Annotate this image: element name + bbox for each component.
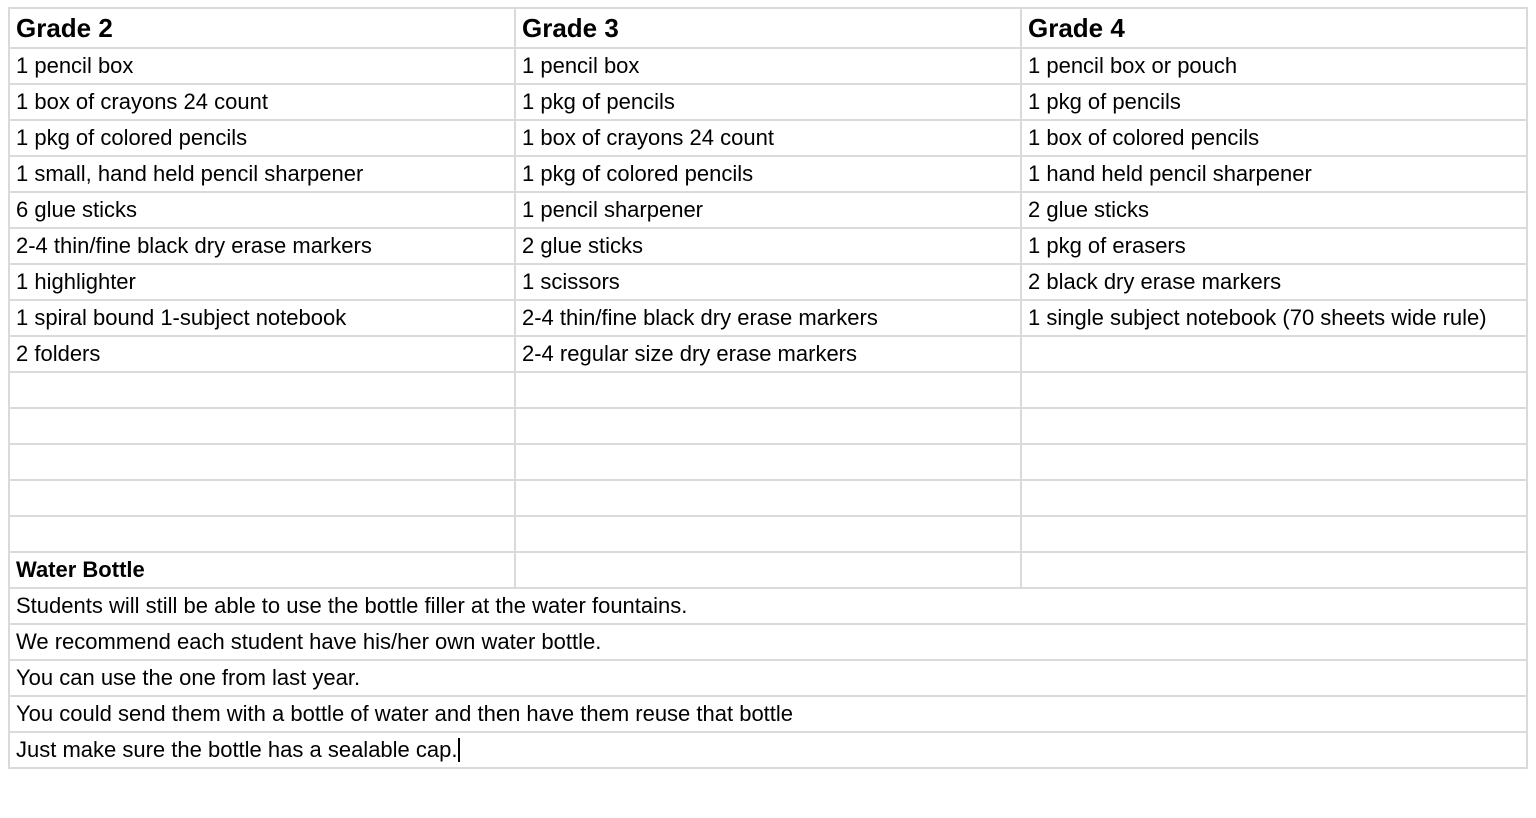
table-row bbox=[9, 336, 1527, 372]
water-bottle-line-row bbox=[9, 732, 1527, 768]
water-bottle-line[interactable] bbox=[9, 588, 1527, 624]
cell-grade-2[interactable]: 2 folders bbox=[9, 336, 515, 372]
cell-grade-2[interactable]: 1 pkg of colored pencils bbox=[9, 120, 515, 156]
water-bottle-line[interactable] bbox=[9, 732, 1527, 768]
table-body bbox=[9, 8, 1527, 768]
cell-grade-4[interactable]: 1 pencil box or pouch bbox=[1021, 48, 1527, 84]
cell-grade-2[interactable] bbox=[9, 516, 515, 552]
cell-grade-3[interactable]: 1 scissors bbox=[515, 264, 1021, 300]
cell-grade-4[interactable] bbox=[1021, 372, 1527, 408]
cell-grade-2[interactable]: 1 pencil box bbox=[9, 48, 515, 84]
table-row bbox=[9, 300, 1527, 336]
water-bottle-title-row bbox=[9, 552, 1527, 588]
cell-grade-3[interactable] bbox=[515, 372, 1021, 408]
cell-grade-4[interactable] bbox=[1021, 444, 1527, 480]
cell-grade-2[interactable] bbox=[9, 408, 515, 444]
cell-grade-4[interactable] bbox=[1021, 408, 1527, 444]
table-row bbox=[9, 516, 1527, 552]
cell-grade-2[interactable]: 1 highlighter bbox=[9, 264, 515, 300]
text-cursor bbox=[458, 738, 460, 762]
cell-grade-3[interactable]: 2-4 regular size dry erase markers bbox=[515, 336, 1021, 372]
cell-grade-2[interactable] bbox=[9, 444, 515, 480]
table-row bbox=[9, 228, 1527, 264]
table-row bbox=[9, 408, 1527, 444]
cell-grade-4[interactable] bbox=[1021, 480, 1527, 516]
cell-grade-2[interactable]: 2-4 thin/fine black dry erase markers bbox=[9, 228, 515, 264]
table-row bbox=[9, 264, 1527, 300]
water-bottle-line-text: Just make sure the bottle has a sealable cap. bbox=[16, 737, 458, 762]
cell-grade-2[interactable]: 1 spiral bound 1-subject notebook bbox=[9, 300, 515, 336]
table-row bbox=[9, 156, 1527, 192]
water-bottle-title[interactable]: Water Bottle bbox=[9, 552, 515, 588]
cell-grade-3[interactable] bbox=[515, 480, 1021, 516]
water-bottle-line-text: You could send them with a bottle of water and then have them reuse that bottle bbox=[16, 701, 794, 726]
cell-grade-4[interactable]: 2 glue sticks bbox=[1021, 192, 1527, 228]
table-row bbox=[9, 84, 1527, 120]
cell-grade-3[interactable] bbox=[515, 444, 1021, 480]
cell-grade-4[interactable]: 1 pkg of pencils bbox=[1021, 84, 1527, 120]
cell-grade-4[interactable]: 2 black dry erase markers bbox=[1021, 264, 1527, 300]
empty-cell[interactable] bbox=[515, 552, 1021, 588]
water-bottle-line-row bbox=[9, 624, 1527, 660]
water-bottle-line-row bbox=[9, 660, 1527, 696]
cell-grade-4[interactable]: 1 pkg of erasers bbox=[1021, 228, 1527, 264]
cell-grade-3[interactable] bbox=[515, 408, 1021, 444]
water-bottle-line-row bbox=[9, 588, 1527, 624]
cell-grade-4[interactable]: 1 single subject notebook (70 sheets wide rule) bbox=[1021, 300, 1527, 336]
cell-grade-4[interactable]: 1 box of colored pencils bbox=[1021, 120, 1527, 156]
cell-grade-3[interactable]: 2-4 thin/fine black dry erase markers bbox=[515, 300, 1021, 336]
cell-grade-3[interactable] bbox=[515, 516, 1021, 552]
table-row bbox=[9, 120, 1527, 156]
cell-grade-3[interactable]: 1 pkg of colored pencils bbox=[515, 156, 1021, 192]
supply-list-table bbox=[8, 7, 1528, 769]
table-row bbox=[9, 372, 1527, 408]
water-bottle-line[interactable] bbox=[9, 696, 1527, 732]
cell-grade-2[interactable] bbox=[9, 480, 515, 516]
cell-grade-4[interactable] bbox=[1021, 336, 1527, 372]
header-grade-3[interactable]: Grade 3 bbox=[515, 8, 1021, 48]
water-bottle-line-row bbox=[9, 696, 1527, 732]
table-row bbox=[9, 48, 1527, 84]
header-grade-4[interactable]: Grade 4 bbox=[1021, 8, 1527, 48]
header-grade-2[interactable]: Grade 2 bbox=[9, 8, 515, 48]
cell-grade-2[interactable]: 1 box of crayons 24 count bbox=[9, 84, 515, 120]
water-bottle-line-text: Students will still be able to use the bottle filler at the water fountains. bbox=[16, 593, 688, 618]
cell-grade-3[interactable]: 1 box of crayons 24 count bbox=[515, 120, 1021, 156]
cell-grade-2[interactable]: 6 glue sticks bbox=[9, 192, 515, 228]
header-row bbox=[9, 8, 1527, 48]
water-bottle-line[interactable] bbox=[9, 624, 1527, 660]
cell-grade-3[interactable]: 1 pkg of pencils bbox=[515, 84, 1021, 120]
table-row bbox=[9, 444, 1527, 480]
cell-grade-3[interactable]: 1 pencil sharpener bbox=[515, 192, 1021, 228]
cell-grade-3[interactable]: 2 glue sticks bbox=[515, 228, 1021, 264]
cell-grade-3[interactable]: 1 pencil box bbox=[515, 48, 1021, 84]
cell-grade-2[interactable] bbox=[9, 372, 515, 408]
cell-grade-4[interactable] bbox=[1021, 516, 1527, 552]
water-bottle-line[interactable] bbox=[9, 660, 1527, 696]
water-bottle-line-text: You can use the one from last year. bbox=[16, 665, 361, 690]
table-row bbox=[9, 480, 1527, 516]
empty-cell[interactable] bbox=[1021, 552, 1527, 588]
cell-grade-2[interactable]: 1 small, hand held pencil sharpener bbox=[9, 156, 515, 192]
water-bottle-line-text: We recommend each student have his/her own water bottle. bbox=[16, 629, 602, 654]
cell-grade-4[interactable]: 1 hand held pencil sharpener bbox=[1021, 156, 1527, 192]
table-row bbox=[9, 192, 1527, 228]
